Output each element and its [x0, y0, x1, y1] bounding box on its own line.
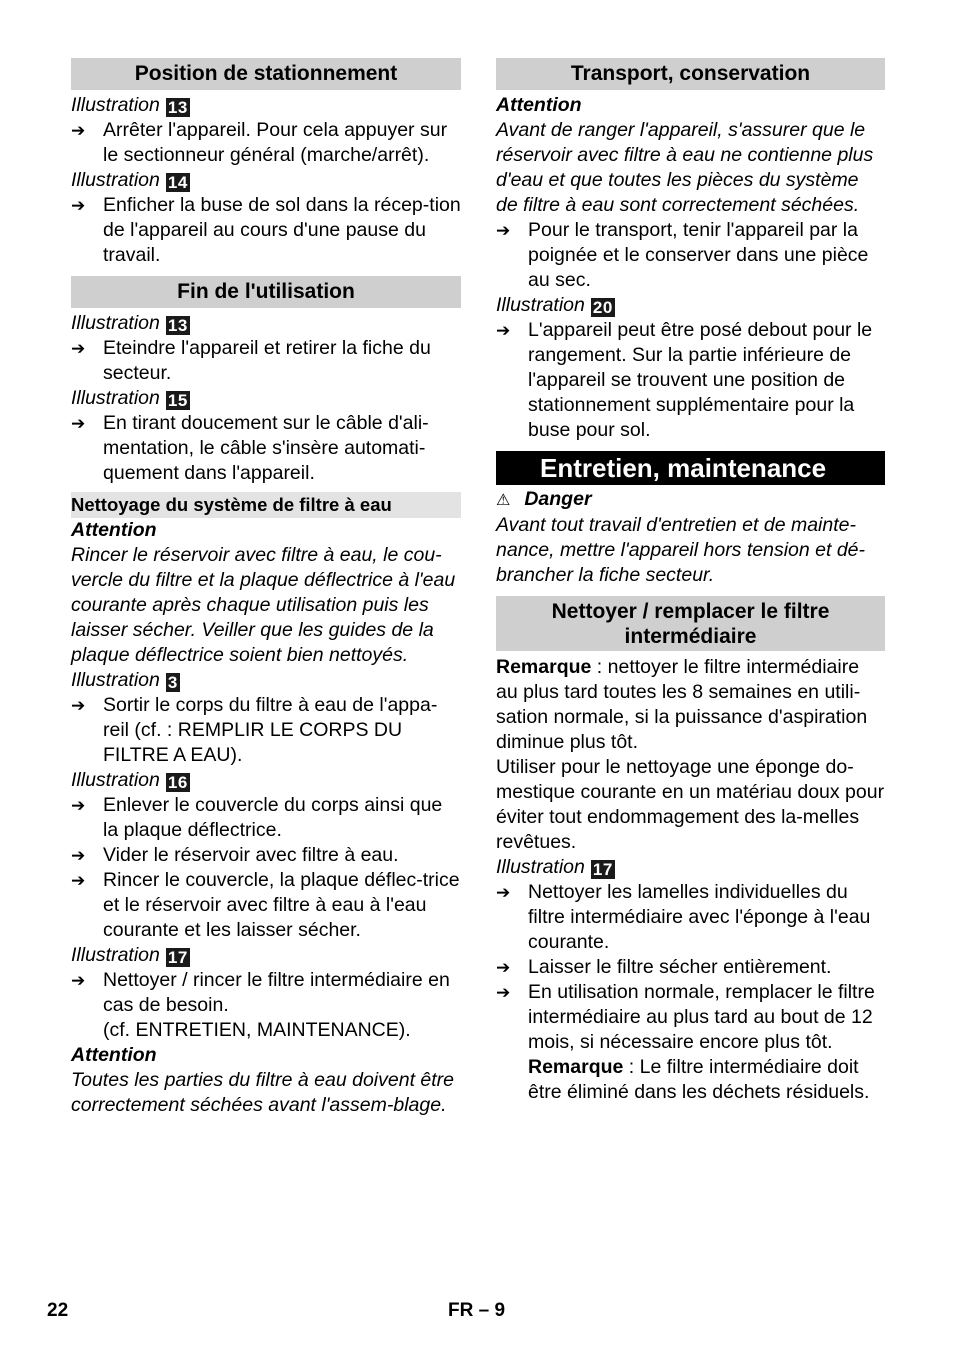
left-column [71, 58, 461, 1118]
heading-line-1: Nettoyer / remplacer le filtre [551, 600, 830, 623]
list-item-text: L'appareil peut être posé debout pour le rangement. Sur la partie inférieure de l'appareil se trouvent une position de stationnement supplémentaire pour la buse pour sol. [528, 319, 873, 441]
attention-label: Attention [71, 519, 157, 541]
list-item-text: En tirant doucement sur le câble d'ali-mentation, le câble s'insère automati-quement dans l'appareil. [103, 412, 429, 484]
list-item-text: Eteindre l'appareil et retirer la fiche du secteur. [103, 337, 431, 384]
arrow-icon: ➔ [496, 883, 511, 902]
remarque-text: : nettoyer le filtre intermédiaire au plus tard toutes les 8 semaines en utili-sation normale, si la puissance d'aspiration diminue plus tôt. [496, 656, 868, 753]
list-item [71, 793, 461, 843]
list-item-text: Nettoyer les lamelles individuelles du filtre intermédiaire avec l'éponge à l'eau courante. [528, 881, 871, 953]
illustration-ref [71, 768, 461, 793]
spacer [71, 268, 461, 276]
attention-text: Rincer le réservoir avec filtre à eau, le cou-vercle du filtre et la plaque déflectrice à l'eau courante après chaque utilisation puis les laisser sécher. Veiller que les guides de la plaque déflectrice soient bien nettoyés. [71, 544, 456, 666]
list-item-text: Pour le transport, tenir l'appareil par la poignée et le conserver dans une pièce au sec. [528, 219, 869, 291]
list-item [71, 336, 461, 386]
arrow-icon: ➔ [71, 871, 86, 890]
illustration-number: 16 [167, 773, 188, 792]
list-item [496, 318, 885, 443]
cross-reference: (cf. ENTRETIEN, MAINTENANCE). [103, 1019, 411, 1041]
list-item-text: Rincer le couvercle, la plaque déflec-trice et le réservoir avec filtre à eau à l'eau courante et les laisser sécher. [103, 869, 460, 941]
list-item [71, 868, 461, 943]
remarque-paragraph [496, 655, 885, 755]
list-item-text: En utilisation normale, remplacer le filtre intermédiaire au plus tard au bout de 12 mois, si nécessaire encore plus tôt. [528, 981, 875, 1053]
heading-entretien-maintenance: Entretien, maintenance [496, 451, 885, 485]
illustration-number: 15 [167, 391, 188, 410]
list-item-text: Arrêter l'appareil. Pour cela appuyer sur le sectionneur général (marche/arrêt). [103, 119, 448, 166]
arrow-icon: ➔ [496, 321, 511, 340]
list-item [496, 980, 885, 1055]
illustration-number: 13 [167, 98, 188, 117]
arrow-icon: ➔ [71, 339, 86, 358]
remarque-text: : Le filtre intermédiaire doit être éliminé dans les déchets résiduels. [528, 1056, 870, 1103]
section-page-reference: FR – 9 [448, 1300, 506, 1321]
arrow-icon: ➔ [496, 221, 511, 240]
illustration-label: Illustration [496, 856, 585, 878]
remarque-label: Remarque [528, 1056, 624, 1078]
illustration-number: 17 [592, 860, 613, 879]
illustration-ref [71, 311, 461, 336]
arrow-icon: ➔ [496, 983, 511, 1002]
arrow-icon: ➔ [71, 414, 86, 433]
illustration-ref [71, 168, 461, 193]
list-item-text: Sortir le corps du filtre à eau de l'appa-reil (cf. : REMPLIR LE CORPS DU FILTRE A EAU). [103, 694, 438, 766]
illustration-number: 3 [167, 673, 178, 692]
list-item [496, 955, 885, 980]
list-item [71, 193, 461, 268]
list-item-text: Enficher la buse de sol dans la récep-tion de l'appareil au cours d'une pause du travail. [103, 194, 461, 266]
illustration-label: Illustration [496, 294, 585, 316]
attention-label: Attention [496, 94, 582, 116]
right-column [496, 58, 885, 1105]
arrow-icon: ➔ [71, 696, 86, 715]
illustration-ref [71, 943, 461, 968]
illustration-label: Illustration [71, 312, 160, 334]
paragraph: Utiliser pour le nettoyage une éponge do-mestique courante en un matériau doux pour éviter tout endommagement des la-melles revêtues. [496, 756, 885, 853]
illustration-label: Illustration [71, 769, 160, 791]
list-item-text: Nettoyer / rincer le filtre intermédiaire en cas de besoin. [103, 969, 450, 1016]
list-item [496, 218, 885, 293]
arrow-icon: ➔ [71, 796, 86, 815]
illustration-ref [496, 855, 885, 880]
illustration-label: Illustration [71, 669, 160, 691]
danger-text-label: Danger [524, 488, 592, 510]
attention-text: Avant de ranger l'appareil, s'assurer que le réservoir avec filtre à eau ne contienne plus d'eau et que toutes les pièces du système de filtre à eau sont correctement séchées. [496, 119, 874, 216]
arrow-icon: ➔ [71, 971, 86, 990]
list-item [71, 968, 461, 1018]
list-item [71, 411, 461, 486]
illustration-number: 20 [592, 298, 613, 317]
list-item-text: Laisser le filtre sécher entièrement. [528, 956, 832, 978]
illustration-ref [71, 93, 461, 118]
illustration-label: Illustration [71, 387, 160, 409]
arrow-icon: ➔ [71, 196, 86, 215]
illustration-label: Illustration [71, 169, 160, 191]
illustration-number: 14 [167, 173, 188, 192]
list-item [71, 118, 461, 168]
heading-transport-conservation: Transport, conservation [496, 58, 885, 90]
list-item-text: Enlever le couvercle du corps ainsi que la plaque déflectrice. [103, 794, 443, 841]
arrow-icon: ➔ [71, 121, 86, 140]
illustration-ref [71, 386, 461, 411]
spacer [496, 588, 885, 596]
heading-fin-utilisation: Fin de l'utilisation [71, 276, 461, 308]
arrow-icon: ➔ [71, 846, 86, 865]
danger-text: Avant tout travail d'entretien et de mainte-nance, mettre l'appareil hors tension et dé-brancher la fiche secteur. [496, 514, 866, 586]
page-number: 22 [47, 1300, 69, 1321]
illustration-label: Illustration [71, 94, 160, 116]
spacer [496, 443, 885, 451]
illustration-number: 17 [167, 948, 188, 967]
heading-position-stationnement: Position de stationnement [71, 58, 461, 90]
list-item [496, 880, 885, 955]
illustration-number: 13 [167, 316, 188, 335]
danger-label [496, 487, 885, 513]
warning-icon: ⚠ [496, 492, 511, 509]
remarque-label: Remarque [496, 656, 592, 678]
list-item-text: Vider le réservoir avec filtre à eau. [103, 844, 399, 866]
heading-nettoyer-remplacer-filtre [496, 596, 885, 651]
illustration-label: Illustration [71, 944, 160, 966]
arrow-icon: ➔ [496, 958, 511, 977]
heading-line-2: intermédiaire [624, 625, 757, 648]
illustration-ref [71, 668, 461, 693]
attention-label: Attention [71, 1044, 157, 1066]
remarque-paragraph [528, 1055, 885, 1105]
heading-nettoyage-filtre: Nettoyage du système de filtre à eau [71, 492, 461, 518]
illustration-ref [496, 293, 885, 318]
attention-text: Toutes les parties du filtre à eau doivent être correctement séchées avant l'assem-blage. [71, 1069, 455, 1116]
list-item [71, 843, 461, 868]
list-item [71, 693, 461, 768]
